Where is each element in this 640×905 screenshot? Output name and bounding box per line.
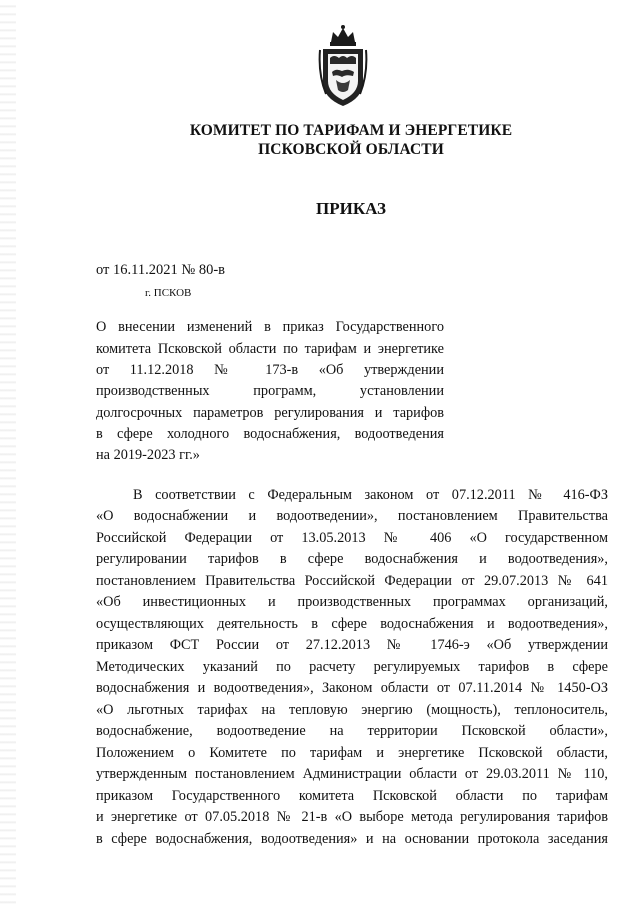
- body-line: водоснабжение, водоотведение на территории Псковской области»,: [96, 723, 608, 739]
- body-line: В соответствии с Федеральным законом от 07.12.2011 № 416-ФЗ: [133, 487, 608, 503]
- body-line: в сфере водоснабжения, водоотведения» и на основании протокола заседания: [96, 831, 608, 847]
- subject-line: комитета Псковской области по тарифам и энергетике: [96, 341, 444, 357]
- subject-line: О внесении изменений в приказ Государственного: [96, 319, 444, 335]
- subject-line: на 2019-2023 гг.»: [96, 447, 200, 463]
- body-line: утвержденным постановлением Администрации области от 29.03.2011 № 110,: [96, 766, 608, 782]
- body-line: «Об инвестиционных и производственных программах организаций,: [96, 594, 608, 610]
- committee-name-line1: КОМИТЕТ ПО ТАРИФАМ И ЭНЕРГЕТИКЕ: [189, 122, 513, 139]
- body-line: водоснабжения и водоотведения», Законом области от 07.11.2014 № 1450-ОЗ: [96, 680, 608, 696]
- body-line: Положением о Комитете по тарифам и энергетике Псковской области,: [96, 745, 608, 761]
- subject-line: в сфере холодного водоснабжения, водоотведения: [96, 426, 444, 442]
- subject-line: от 11.12.2018 № 173-в «Об утверждении: [96, 362, 444, 378]
- body-line: «О водоснабжении и водоотведении», постановлением Правительства: [96, 508, 608, 524]
- body-line: и энергетике от 07.05.2018 № 21-в «О выборе метода регулирования тарифов: [96, 809, 608, 825]
- order-date-number: от 16.11.2021 № 80-в: [96, 262, 225, 278]
- committee-name-line2: ПСКОВСКОЙ ОБЛАСТИ: [258, 141, 444, 158]
- body-line: постановлением Правительства Российской Федерации от 29.07.2013 № 641: [96, 573, 608, 589]
- subject-line: долгосрочных параметров регулирования и тарифов: [96, 405, 444, 421]
- body-line: регулировании тарифов в сфере водоснабжения и водоотведения»,: [96, 551, 608, 567]
- coat-of-arms-icon: [318, 24, 368, 108]
- order-city: г. ПСКОВ: [145, 287, 192, 299]
- body-line: приказом Государственного комитета Псковской области по тарифам: [96, 788, 608, 804]
- subject-line: производственных программ, установлении: [96, 383, 444, 399]
- body-line: осуществляющих деятельность в сфере водоснабжения и водоотведения»,: [96, 616, 608, 632]
- scan-edge-artifact: [0, 0, 16, 905]
- body-line: «О льготных тарифах на тепловую энергию (мощность), теплоноситель,: [96, 702, 608, 718]
- body-line: Методических указаний по расчету регулируемых тарифов в сфере: [96, 659, 608, 675]
- body-line: Российской Федерации от 13.05.2013 № 406 «О государственном: [96, 530, 608, 546]
- document-type-title: ПРИКАЗ: [316, 199, 386, 218]
- body-line: приказом ФСТ России от 27.12.2013 № 1746-э «Об утверждении: [96, 637, 608, 653]
